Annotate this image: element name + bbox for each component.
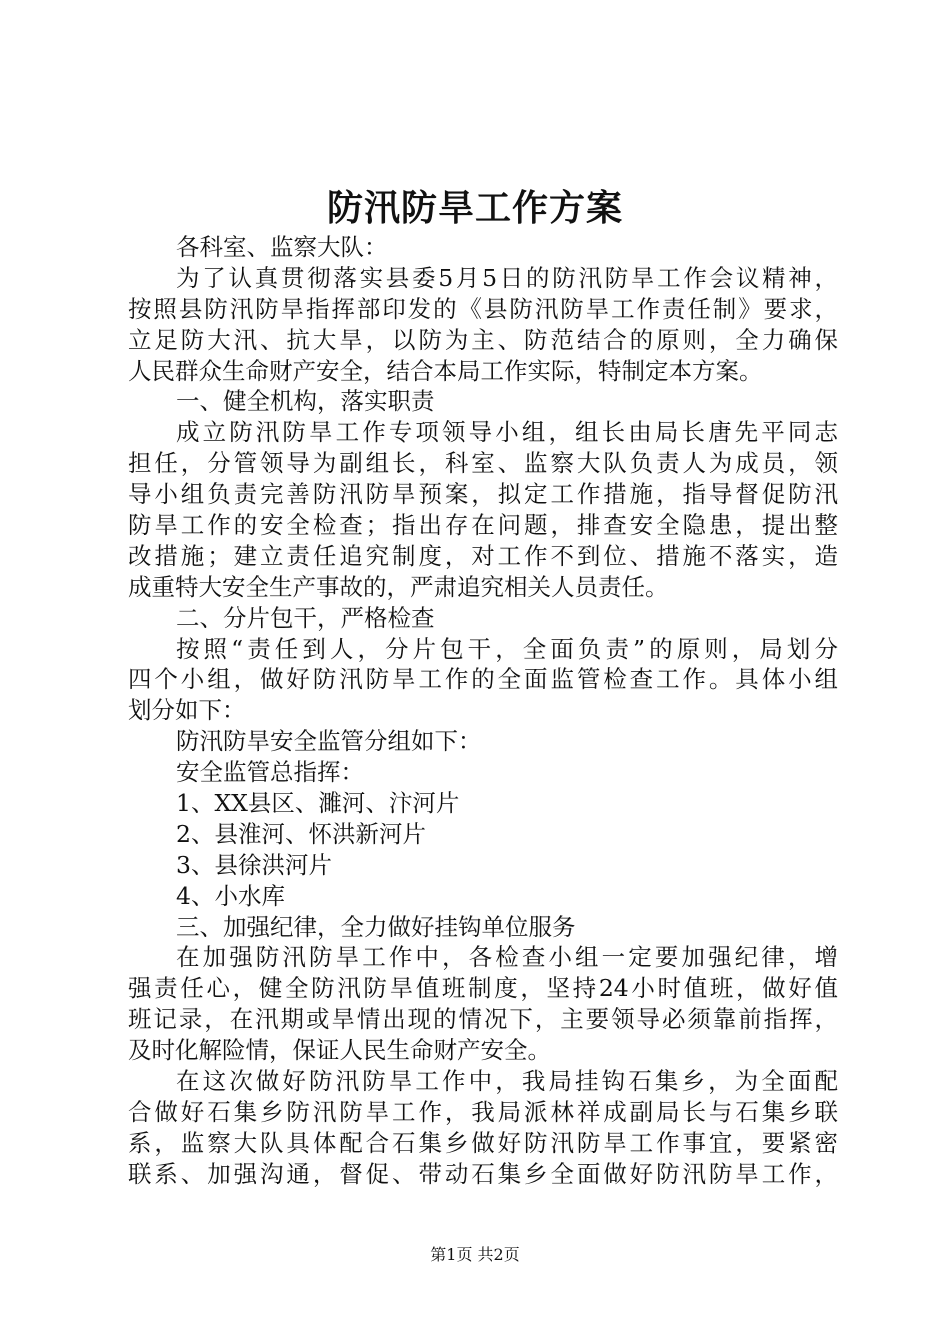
body-line: 安全监管总指挥： bbox=[176, 758, 364, 787]
body-line: 按照县防汛防旱指挥部印发的《县防汛防旱工作责任制》要求， bbox=[128, 294, 838, 323]
body-line: 在这次做好防汛防旱工作中，我局挂钩石集乡，为全面配 bbox=[176, 1067, 838, 1096]
body-line: 防汛防旱安全监管分组如下： bbox=[176, 727, 482, 756]
body-line: 3、县徐洪河片 bbox=[176, 850, 332, 879]
body-line: 防旱工作的安全检查；指出存在问题，排查安全隐患，提出整 bbox=[128, 511, 838, 540]
body-line: 1、XX县区、濉河、汴河片 bbox=[176, 789, 460, 818]
body-line: 成立防汛防旱工作专项领导小组，组长由局长唐先平同志 bbox=[176, 418, 838, 447]
body-line: 担任，分管领导为副组长，科室、监察大队负责人为成员，领 bbox=[128, 449, 838, 478]
body-line: 改措施；建立责任追究制度，对工作不到位、措施不落实，造 bbox=[128, 541, 838, 570]
body-line: 各科室、监察大队： bbox=[176, 233, 388, 261]
body-line: 二、分片包干，严格检查 bbox=[176, 603, 435, 632]
body-line: 四个小组，做好防汛防旱工作的全面监管检查工作。具体小组 bbox=[128, 665, 838, 694]
body-line: 成重特大安全生产事故的，严肃追究相关人员责任。 bbox=[128, 572, 669, 601]
body-line: 在加强防汛防旱工作中，各检查小组一定要加强纪律，增 bbox=[176, 943, 838, 972]
body-line: 班记录，在汛期或旱情出现的情况下，主要领导必须靠前指挥， bbox=[128, 1005, 838, 1034]
body-line: 2、县淮河、怀洪新河片 bbox=[176, 819, 426, 848]
body-line: 一、健全机构，落实职责 bbox=[176, 387, 435, 416]
body-line: 合做好石集乡防汛防旱工作，我局派林祥成副局长与石集乡联 bbox=[128, 1097, 838, 1126]
body-line: 划分如下： bbox=[128, 696, 246, 725]
body-line: 系，监察大队具体配合石集乡做好防汛防旱工作事宜，要紧密 bbox=[128, 1128, 838, 1157]
body-line: 及时化解险情，保证人民生命财产安全。 bbox=[128, 1036, 551, 1065]
body-line: 按照“责任到人，分片包干，全面负责”的原则，局划分 bbox=[176, 634, 838, 663]
body-line: 三、加强纪律，全力做好挂钩单位服务 bbox=[176, 912, 576, 941]
body-line: 强责任心，健全防汛防旱值班制度，坚持24小时值班，做好值 bbox=[128, 974, 838, 1003]
page-footer: 第1页 共2页 bbox=[430, 1245, 520, 1264]
body-line: 4、小水库 bbox=[176, 881, 285, 910]
body-line: 联系、加强沟通，督促、带动石集乡全面做好防汛防旱工作， bbox=[128, 1159, 838, 1188]
body-line: 人民群众生命财产安全，结合本局工作实际，特制定本方案。 bbox=[128, 356, 763, 385]
document-body bbox=[128, 232, 838, 1190]
body-line: 为了认真贯彻落实县委5月5日的防汛防旱工作会议精神， bbox=[176, 263, 838, 292]
document-title: 防汛防旱工作方案 bbox=[326, 187, 623, 229]
body-line: 导小组负责完善防汛防旱预案，拟定工作措施，指导督促防汛 bbox=[128, 480, 838, 509]
body-line: 立足防大汛、抗大旱，以防为主、防范结合的原则，全力确保 bbox=[128, 325, 838, 354]
